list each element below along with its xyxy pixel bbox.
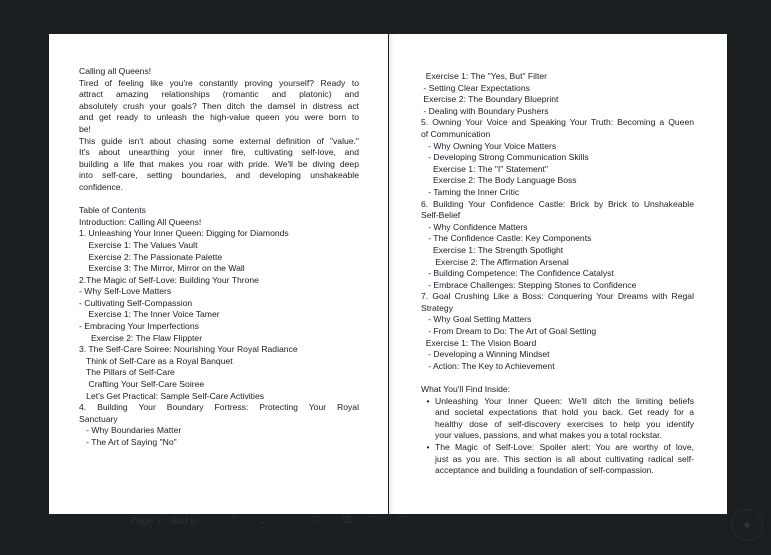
delete-icon[interactable]: □ bbox=[371, 514, 378, 526]
lock-icon[interactable]: □ bbox=[313, 514, 320, 526]
text-line: into self-care, setting boundaries, and developing unshakeable bbox=[79, 170, 359, 181]
duplicate-icon[interactable]: ⧉ bbox=[343, 514, 351, 526]
text-line: - Setting Clear Expectations bbox=[421, 82, 530, 93]
text-line: - Developing a Winning Mindset bbox=[421, 349, 550, 360]
text-line: - Building Competence: The Confidence Catalyst bbox=[421, 268, 614, 279]
text-line: your values, passions, and what makes you a total rockstar. bbox=[435, 430, 662, 441]
text-line bbox=[79, 194, 359, 206]
add-page-icon[interactable]: □ bbox=[399, 514, 406, 526]
text-line: - Why Goal Setting Matters bbox=[421, 314, 532, 325]
text-line: 2.The Magic of Self-Love: Building Your Throne bbox=[79, 274, 259, 285]
text-line: and societal expectations that hold you back. Get ready for a bbox=[435, 407, 694, 418]
text-line: - Why Boundaries Matter bbox=[79, 425, 182, 436]
text-line: - Developing Strong Communication Skills bbox=[421, 152, 589, 163]
text-line: healthy dose of self-discovery exercises to help you identify bbox=[435, 418, 694, 429]
page-left-text[interactable] bbox=[79, 66, 359, 449]
text-line: 4. Building Your Boundary Fortress: Protecting Your Royal bbox=[79, 402, 359, 413]
text-line: Let's Get Practical: Sample Self-Care Activities bbox=[79, 390, 265, 401]
bullet-icon: • bbox=[426, 395, 430, 406]
text-line: and get ready to unleash the high-value queen you were born to bbox=[79, 112, 359, 123]
bullet-text bbox=[435, 396, 694, 442]
bullet-icon: • bbox=[426, 442, 430, 452]
text-line: building a life that makes you roar with pride. We'll be diving deep bbox=[79, 158, 359, 169]
sparkle-icon[interactable]: ✦ bbox=[731, 509, 763, 541]
text-line: Crafting Your Self-Care Soiree bbox=[79, 379, 205, 390]
text-line: - Taming the Inner Critic bbox=[421, 186, 520, 197]
text-line: Exercise 1: The Inner Voice Tamer bbox=[79, 309, 220, 320]
text-line: of Communication bbox=[421, 128, 491, 139]
text-line: Sanctuary bbox=[79, 413, 118, 424]
bullet-item bbox=[421, 396, 694, 442]
text-line: The Magic of Self-Love: Spoiler alert: You are worthy of love, bbox=[435, 442, 694, 452]
text-line: Exercise 2: The Affirmation Arsenal bbox=[421, 256, 569, 267]
text-line: Calling all Queens! bbox=[79, 66, 152, 76]
text-line: - From Dream to Do: The Art of Goal Setting bbox=[421, 326, 597, 337]
text-line: Exercise 2: The Passionate Palette bbox=[79, 251, 223, 262]
text-line: 7. Goal Crushing Like a Boss: Conquering Your Dreams with Regal bbox=[421, 291, 694, 302]
text-line: - Embrace Challenges: Stepping Stones to Confidence bbox=[421, 279, 637, 290]
text-line: 6. Building Your Confidence Castle: Brick by Brick to Unshakeable bbox=[421, 198, 694, 209]
text-line: - Action: The Key to Achievement bbox=[421, 360, 555, 371]
text-line: - Why Owning Your Voice Matters bbox=[421, 140, 557, 151]
text-line: It's about unearthing your inner fire, cultivating self-love, and bbox=[79, 147, 359, 158]
text-line: Exercise 2: The Boundary Blueprint bbox=[421, 94, 559, 105]
page-right[interactable] bbox=[389, 34, 727, 514]
text-line: Exercise 2: The Body Language Boss bbox=[421, 175, 577, 186]
text-line: - Cultivating Self-Compassion bbox=[79, 297, 193, 308]
text-line: 1. Unleashing Your Inner Queen: Digging for Diamonds bbox=[79, 228, 289, 239]
text-line: Tired of feeling like you're constantly proving yourself? Ready to bbox=[79, 77, 359, 88]
text-line: Exercise 1: The Vision Board bbox=[421, 337, 537, 348]
text-line: - Embracing Your Imperfections bbox=[79, 321, 199, 332]
text-line bbox=[421, 372, 694, 384]
text-line: acceptance and building a foundation of self-compassion. bbox=[435, 465, 654, 476]
text-line: - Why Confidence Matters bbox=[421, 221, 528, 232]
text-line: Exercise 2: The Flaw Flippter bbox=[79, 332, 203, 343]
text-line: - The Confidence Castle: Key Components bbox=[421, 233, 592, 244]
text-line: - The Art of Saying "No" bbox=[79, 437, 177, 447]
text-line: Exercise 1: The "Yes, But" Filter bbox=[421, 71, 547, 81]
text-line: Think of Self-Care as a Royal Banquet bbox=[79, 355, 233, 366]
chevron-down-icon[interactable]: ⌄ bbox=[258, 515, 268, 527]
text-line: attract amazing relationships (romantic and platonic) and bbox=[79, 89, 359, 100]
text-line: absolutely crush your goals? Then ditch the damsel in distress act bbox=[79, 100, 359, 111]
text-line: confidence. bbox=[79, 181, 123, 192]
page-left[interactable] bbox=[49, 34, 388, 514]
text-line: 5. Owning Your Voice and Speaking Your Truth: Becoming a Queen bbox=[421, 117, 694, 128]
text-line: - Why Self-Love Matters bbox=[79, 286, 172, 297]
bullet-item bbox=[421, 442, 694, 477]
text-line: This guide isn't about chasing some external definition of "value." bbox=[79, 135, 359, 146]
bullet-text bbox=[435, 442, 694, 477]
text-line: be! bbox=[79, 123, 91, 134]
text-line: Introduction: Calling All Queens! bbox=[79, 216, 202, 227]
text-line: The Pillars of Self-Care bbox=[79, 367, 175, 378]
text-line: - Dealing with Boundary Pushers bbox=[421, 105, 549, 116]
text-line: Exercise 3: The Mirror, Mirror on the Wall bbox=[79, 263, 245, 274]
page-toolbar bbox=[0, 514, 771, 555]
text-line: Table of Contents bbox=[79, 205, 146, 216]
text-line: Exercise 1: The Values Vault bbox=[79, 239, 198, 250]
text-line: Exercise 1: The "I" Statement" bbox=[421, 163, 548, 174]
text-line: 3. The Self-Care Soiree: Nourishing Your Royal Radiance bbox=[79, 344, 298, 355]
text-line: just as you are. This section is all about cultivating radical self- bbox=[435, 453, 694, 464]
text-line: Unleashing Your Inner Queen: We'll ditch the limiting beliefs bbox=[435, 395, 694, 406]
page-right-text[interactable] bbox=[421, 71, 694, 477]
text-line: Strategy bbox=[421, 302, 454, 313]
page-title-input[interactable]: Page 2 - Add p... bbox=[130, 516, 205, 527]
text-line: What You'll Find Inside: bbox=[421, 384, 511, 395]
text-line: Exercise 1: The Strength Spotlight bbox=[421, 244, 564, 255]
text-line: Self-Belief bbox=[421, 210, 461, 221]
chevron-up-icon[interactable]: ⌃ bbox=[230, 515, 240, 527]
